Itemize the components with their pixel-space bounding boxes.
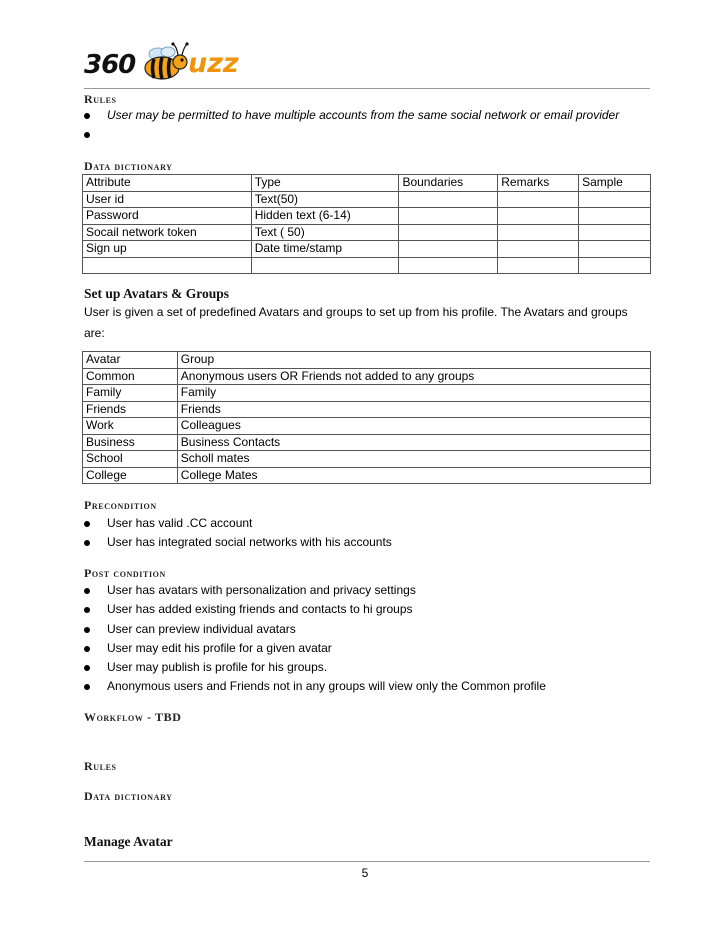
bullet-icon [84, 646, 90, 652]
table-cell [579, 224, 651, 241]
table-cell: Family [83, 385, 178, 402]
table-cell: Hidden text (6-14) [251, 208, 399, 225]
bullet-icon [84, 132, 90, 138]
table-cell [579, 257, 651, 274]
list-item: User has integrated social networks with his accounts [84, 535, 684, 553]
table-header-cell: Attribute [83, 175, 252, 192]
list-item: User may be permitted to have multiple accounts from the same social network or email provider [84, 108, 684, 126]
logo-text-uzz: uzz [188, 48, 239, 79]
avatars-description: User is given a set of predefined Avatars and groups to set up from his profile. The Avatars and groups are: [84, 305, 628, 340]
table-cell: Work [83, 418, 178, 435]
page-number: 5 [361, 866, 369, 880]
table-cell: Date time/stamp [251, 241, 399, 258]
rules-heading: Rules [84, 92, 117, 106]
table-cell [579, 241, 651, 258]
table-cell [498, 241, 579, 258]
table-cell [498, 191, 579, 208]
table-cell [399, 224, 498, 241]
table-row [83, 401, 651, 418]
table-cell: College [83, 467, 178, 484]
bee-icon [140, 40, 192, 84]
bullet-icon [84, 627, 90, 633]
table-cell: Socail network token [83, 224, 252, 241]
table-cell [83, 257, 252, 274]
bullet-icon [84, 665, 90, 671]
table-row [83, 224, 651, 241]
list-item: Anonymous users and Friends not in any groups will view only the Common profile [84, 679, 684, 697]
table-cell: Family [177, 385, 650, 402]
table-header-row [83, 175, 651, 192]
table-cell [399, 241, 498, 258]
footer-divider [84, 861, 650, 862]
table-cell [498, 257, 579, 274]
table-cell: Sign up [83, 241, 252, 258]
table-row [83, 208, 651, 225]
table-cell: Colleagues [177, 418, 650, 435]
table-row [83, 191, 651, 208]
table-cell: Friends [177, 401, 650, 418]
list-item: User has added existing friends and contacts to hi groups [84, 602, 684, 620]
workflow-heading: Workflow - TBD [84, 710, 182, 724]
bullet-icon [84, 521, 90, 527]
table-cell: Business Contacts [177, 434, 650, 451]
table-cell [399, 208, 498, 225]
list-item: User has avatars with personalization and privacy settings [84, 583, 684, 601]
manage-avatar-heading: Manage Avatar [84, 834, 173, 849]
bullet-icon [84, 607, 90, 613]
company-logo [84, 40, 254, 84]
table-header-row [83, 352, 651, 369]
data-dictionary-table [82, 174, 651, 274]
table-row [83, 451, 651, 468]
table-cell [399, 257, 498, 274]
list-item: User may edit his profile for a given avatar [84, 641, 684, 659]
data-dictionary-heading-2: Data dictionary [84, 789, 173, 803]
table-cell: Scholl mates [177, 451, 650, 468]
precondition-heading: Precondition [84, 498, 157, 512]
table-header-cell: Group [177, 352, 650, 369]
table-cell: User id [83, 191, 252, 208]
table-header-cell: Boundaries [399, 175, 498, 192]
data-dictionary-heading: Data dictionary [84, 159, 173, 173]
bullet-icon [84, 540, 90, 546]
postcondition-heading: Post condition [84, 566, 166, 580]
table-cell [498, 224, 579, 241]
bullet-icon [84, 684, 90, 690]
table-cell: Common [83, 368, 178, 385]
table-cell: Anonymous users OR Friends not added to any groups [177, 368, 650, 385]
rules-heading-2: Rules [84, 759, 117, 773]
table-cell: School [83, 451, 178, 468]
table-row [83, 434, 651, 451]
table-cell: Password [83, 208, 252, 225]
table-row [83, 385, 651, 402]
table-row [83, 418, 651, 435]
table-header-cell: Sample [579, 175, 651, 192]
table-cell: Friends [83, 401, 178, 418]
table-cell: College Mates [177, 467, 650, 484]
table-cell: Text(50) [251, 191, 399, 208]
bullet-icon [84, 113, 90, 119]
table-cell [251, 257, 399, 274]
table-cell: Business [83, 434, 178, 451]
list-item [84, 127, 684, 145]
avatar-group-table [82, 351, 651, 484]
logo-text-360: 360 [84, 50, 136, 80]
table-row [83, 467, 651, 484]
section-title-avatars: Set up Avatars & Groups [84, 286, 230, 301]
table-cell: Text ( 50) [251, 224, 399, 241]
bullet-icon [84, 588, 90, 594]
table-header-cell: Remarks [498, 175, 579, 192]
list-item: User may publish is profile for his groups. [84, 660, 684, 678]
table-cell [579, 191, 651, 208]
table-header-cell: Type [251, 175, 399, 192]
table-row [83, 241, 651, 258]
table-row [83, 257, 651, 274]
table-cell [579, 208, 651, 225]
table-cell [399, 191, 498, 208]
header-divider [84, 88, 650, 89]
table-header-cell: Avatar [83, 352, 178, 369]
table-cell [498, 208, 579, 225]
list-item: User can preview individual avatars [84, 622, 684, 640]
table-row [83, 368, 651, 385]
list-item: User has valid .CC account [84, 516, 684, 534]
